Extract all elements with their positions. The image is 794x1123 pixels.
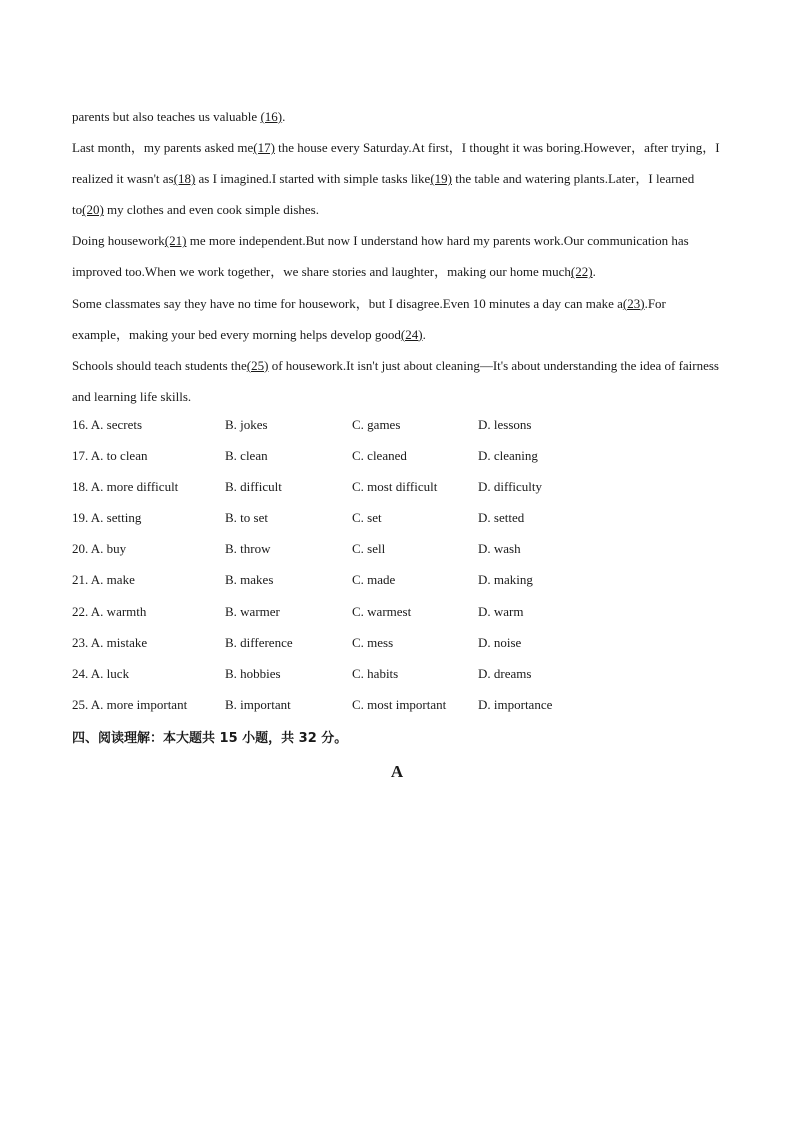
option-b: B. clean: [225, 448, 268, 464]
passage-text: the table and watering plants.Later，I learned to: [72, 171, 695, 218]
question-row: [72, 502, 722, 533]
passage-text: Some classmates say they have no time for housework，but I disagree.Even 10 minutes a day can make a: [72, 295, 623, 311]
blank-number: (20): [82, 202, 104, 218]
passage-text: .: [422, 326, 426, 342]
option-a-text: A. secrets: [90, 417, 143, 432]
question-row: [72, 627, 722, 658]
question-row: [72, 533, 722, 564]
passage-text: the house every Saturday.At first，I thought it was boring.However，after trying，I realized it wasn't as: [72, 140, 720, 187]
question-number: 21.: [72, 572, 89, 588]
question-number: 19.: [72, 510, 89, 526]
option-b: B. throw: [225, 541, 271, 557]
question-number: 20.: [72, 541, 89, 557]
option-b: B. important: [225, 696, 291, 712]
answer-options: [72, 409, 722, 720]
question-row: [72, 471, 722, 502]
option-a: [72, 689, 187, 720]
passage-text: Doing housework: [72, 233, 165, 249]
passage-label: A: [390, 762, 404, 781]
blank-number: (16): [260, 109, 283, 124]
option-b: B. hobbies: [225, 665, 281, 681]
option-b: B. difficult: [225, 479, 282, 495]
blank-number: (21): [164, 233, 187, 249]
question-row: [72, 689, 722, 720]
passage-paragraph: [72, 132, 722, 225]
question-row: [72, 564, 722, 595]
option-a: [72, 440, 147, 471]
option-a-text: A. luck: [90, 665, 130, 681]
blank-number: (22): [570, 264, 593, 280]
option-a-text: A. mistake: [90, 634, 148, 650]
question-number: 25.: [72, 696, 89, 712]
blank-number: (19): [430, 171, 452, 187]
blank-number: (18): [173, 171, 196, 187]
option-a-text: A. setting: [90, 510, 142, 526]
option-d: D. noise: [478, 634, 522, 650]
option-d: D. importance: [478, 696, 553, 712]
passage-text: parents but also teaches us valuable: [72, 109, 261, 124]
passage-text: my clothes and even cook simple dishes.: [103, 202, 319, 218]
question-number: 22.: [72, 603, 89, 619]
question-row: [72, 658, 722, 689]
option-c: C. mess: [352, 634, 394, 650]
option-a: [72, 564, 135, 595]
option-c: C. most important: [352, 696, 447, 712]
question-number: 18.: [72, 479, 89, 495]
option-d: D. dreams: [478, 665, 532, 681]
option-d: D. difficulty: [478, 479, 543, 495]
option-c: C. habits: [352, 665, 399, 681]
option-c: C. most difficult: [352, 479, 438, 495]
option-b: B. difference: [225, 634, 293, 650]
option-c: C. warmest: [352, 603, 412, 619]
passage-text: .For example，making your bed every morning helps develop good: [72, 295, 666, 342]
blank-number: (17): [253, 140, 275, 156]
passage-paragraph: [72, 225, 722, 287]
option-a: [72, 533, 126, 564]
option-a-text: A. make: [90, 572, 135, 588]
option-b: B. warmer: [225, 603, 280, 619]
option-d: D. setted: [478, 510, 525, 526]
passage-paragraph: [72, 288, 722, 350]
blank-number: (25): [246, 357, 269, 373]
passage-text: of housework.It isn't just about cleaning—It's about understanding the idea of fairness and learning life skills.: [72, 357, 719, 404]
question-number: 16.: [72, 417, 89, 432]
option-d: D. warm: [478, 603, 524, 619]
option-c: C. cleaned: [352, 448, 407, 464]
passage-text: Last month，my parents asked me: [72, 140, 254, 156]
option-d: D. making: [478, 572, 533, 588]
option-b: B. makes: [225, 572, 274, 588]
question-row: [72, 440, 722, 471]
option-d: D. cleaning: [478, 448, 538, 464]
blank-number: (23): [622, 295, 645, 311]
option-a-text: A. warmth: [90, 603, 147, 619]
option-a: [72, 502, 141, 533]
option-c: C. sell: [352, 541, 386, 557]
passage-paragraph: [72, 350, 722, 412]
question-number: 17.: [72, 448, 89, 464]
passage-text: Schools should teach students the: [72, 357, 247, 373]
passage-text: me more independent.But now I understand how hard my parents work.Our communication has improved too.When we work together，we share stories and laughter，making our home much: [72, 233, 689, 280]
option-a: [72, 627, 147, 658]
section-heading: 四、阅读理解：本大题共 15 小题，共 32 分。: [72, 731, 348, 746]
cloze-passage: [72, 101, 722, 412]
option-a-text: A. to clean: [90, 448, 148, 464]
question-row: [72, 409, 722, 440]
option-a-text: A. buy: [90, 541, 127, 557]
option-a-text: A. more difficult: [90, 479, 179, 495]
option-c: C. made: [352, 572, 396, 588]
question-row: [72, 596, 722, 627]
option-b: B. jokes: [225, 417, 268, 432]
option-d: D. wash: [478, 541, 521, 557]
blank-number: (24): [400, 326, 423, 342]
option-b: B. to set: [225, 510, 268, 526]
question-number: 24.: [72, 665, 89, 681]
option-a: [72, 409, 142, 440]
passage-paragraph: [72, 101, 722, 132]
question-number: 23.: [72, 634, 89, 650]
option-a-text: A. more important: [90, 696, 188, 712]
option-c: C. set: [352, 510, 382, 526]
option-a: [72, 471, 178, 502]
option-a: [72, 596, 146, 627]
passage-text: as I imagined.I started with simple tasks like: [195, 171, 431, 187]
option-d: D. lessons: [478, 417, 532, 432]
passage-text: .: [592, 264, 596, 280]
passage-text: .: [282, 109, 286, 124]
option-a: [72, 658, 129, 689]
option-c: C. games: [352, 417, 401, 432]
